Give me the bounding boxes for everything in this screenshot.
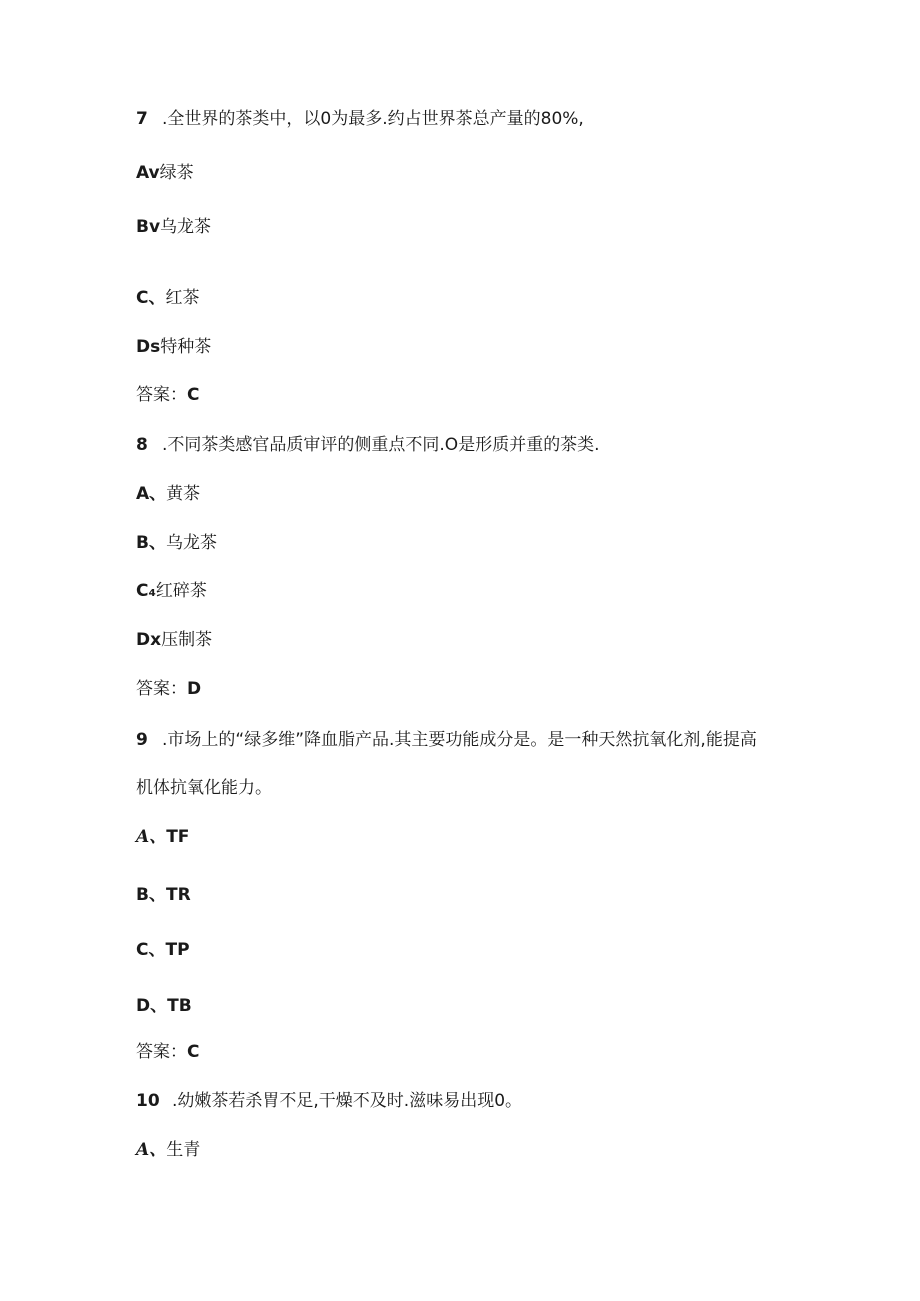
- question-9-stem: [136, 729, 757, 751]
- question-text: .幼嫩茶若杀胃不足,干燥不及时.滋味易出现0。: [172, 1091, 523, 1111]
- answer-value: C: [187, 385, 200, 405]
- question-number: 9: [136, 730, 148, 750]
- option-b: B、乌龙茶: [136, 533, 217, 553]
- question-8-stem: [136, 434, 600, 456]
- question-text: .不同茶类感官品质审评的侧重点不同.O是形质并重的茶类.: [162, 435, 600, 455]
- option-c: C、红茶: [136, 288, 200, 308]
- question-number: 8: [136, 435, 148, 455]
- question-10-stem: [136, 1090, 522, 1112]
- option-b: Bv乌龙茶: [136, 217, 212, 237]
- question-9-stem-continued: 机体抗氧化能力。: [136, 778, 272, 798]
- answer-value: D: [187, 679, 202, 699]
- question-number: 10: [136, 1091, 160, 1111]
- question-text: .全世界的茶类中，以0为最多.约占世界茶总产量的80%,: [162, 109, 584, 129]
- option-a: A、生青: [136, 1140, 201, 1160]
- option-a: Av绿茶: [136, 163, 194, 183]
- question-7-stem: [136, 108, 584, 130]
- option-d: Dx压制茶: [136, 630, 213, 650]
- option-a: A、TF: [136, 827, 190, 847]
- option-b: B、TR: [136, 885, 191, 905]
- option-c: C₄红碎茶: [136, 581, 207, 601]
- option-c: C、TP: [136, 940, 190, 960]
- question-text: .市场上的“绿多维”降血脂产品.其主要功能成分是。是一种天然抗氧化剂,能提高: [162, 730, 757, 750]
- answer-line: 答案：C: [136, 1042, 200, 1062]
- question-number: 7: [136, 109, 148, 129]
- option-d: Ds特种茶: [136, 337, 212, 357]
- option-a: A、黄茶: [136, 484, 201, 504]
- option-d: D、TB: [136, 996, 192, 1016]
- answer-line: 答案：D: [136, 679, 202, 699]
- answer-value: C: [187, 1042, 200, 1062]
- answer-line: 答案：C: [136, 385, 200, 405]
